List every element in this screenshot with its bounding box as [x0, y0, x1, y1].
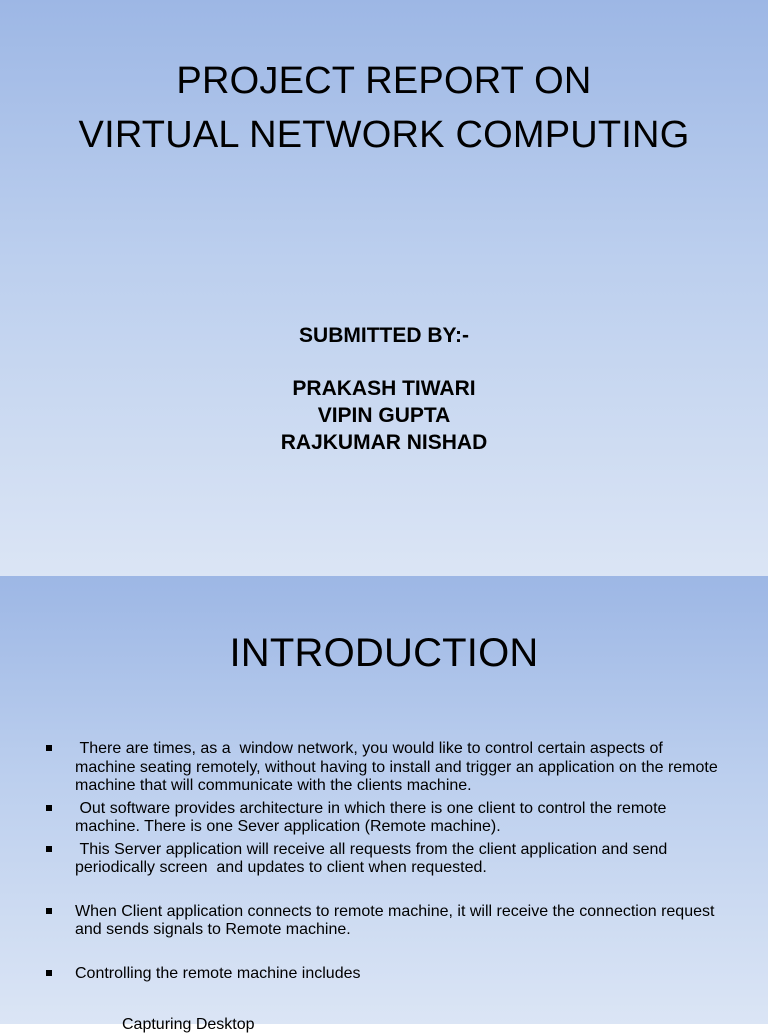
author-name: RAJKUMAR NISHAD — [280, 431, 488, 454]
author-name: PRAKASH TIWARI — [292, 377, 476, 400]
list-item — [46, 841, 726, 878]
introduction-heading: INTRODUCTION — [229, 631, 539, 675]
slide-title-heading — [0, 54, 768, 162]
bullet-text: This Server application will receive all requests from the client application and send periodically screen and updates to client when requested. — [75, 840, 672, 876]
list-item — [46, 740, 726, 796]
bullet-square-icon — [46, 970, 52, 976]
bullet-text: There are times, as a window network, you would like to control certain aspects of machine seating remotely, without having to install and trigger an application on the remote machine that will communicate with the clients machine. — [75, 740, 723, 794]
bullet-text: Out software provides architecture in which there is one client to control the remote machine. There is one Sever application (Remote machine). — [75, 799, 671, 835]
author-name: VIPIN GUPTA — [317, 404, 451, 427]
title-line-2: VIRTUAL NETWORK COMPUTING — [78, 114, 690, 156]
sub-item: Capturing Desktop — [122, 1016, 255, 1033]
list-item — [46, 965, 726, 984]
bullet-list — [46, 740, 726, 983]
submitted-by-heading: SUBMITTED BY:- — [299, 324, 469, 347]
list-item — [46, 903, 726, 940]
list-item — [46, 800, 726, 837]
bullet-square-icon — [46, 805, 52, 811]
slide-introduction — [0, 576, 768, 1033]
bullet-text: When Client application connects to remote machine, it will receive the connection request and sends signals to Remote machine. — [75, 902, 715, 938]
bullet-square-icon — [46, 846, 52, 852]
bullet-square-icon — [46, 745, 52, 751]
submitted-by-block — [0, 322, 768, 456]
title-line-1: PROJECT REPORT ON — [176, 60, 592, 102]
bullet-square-icon — [46, 908, 52, 914]
bullet-text: Controlling the remote machine includes — [75, 964, 361, 982]
